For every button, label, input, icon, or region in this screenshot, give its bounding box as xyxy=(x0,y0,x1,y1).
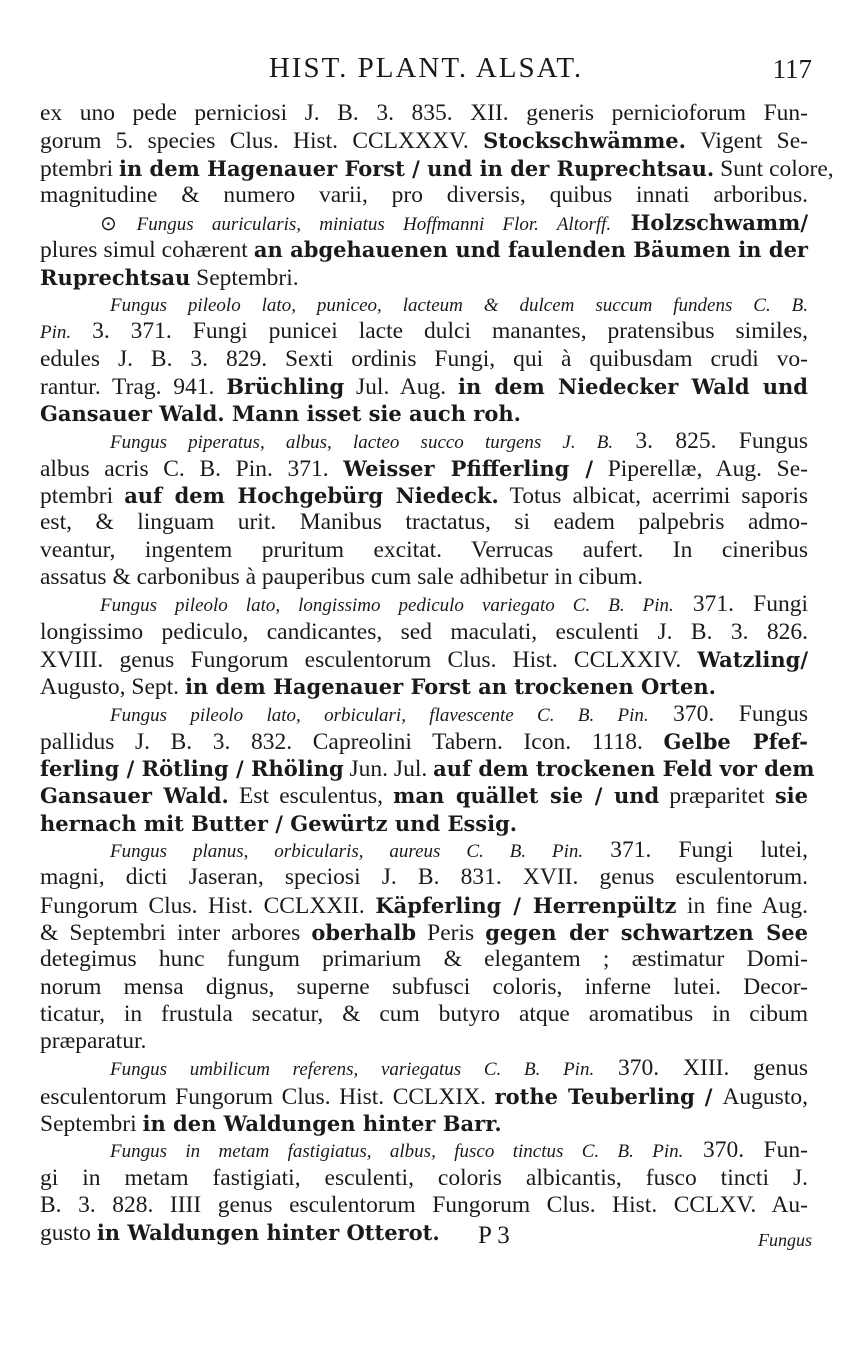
page-footer xyxy=(40,1222,812,1262)
text-run: Fungus in metam fastigiatus, albus, fusco tinctus C. B. Pin. xyxy=(110,1141,684,1163)
text-run: Fungus pileolo lato, longissimo pediculo variegato C. B. Pin. xyxy=(100,595,674,617)
text-run xyxy=(611,210,630,236)
text-run: ex uno pede perniciosi J. B. 3. 835. XII. generis pernicioforum Fun- xyxy=(40,100,808,126)
text-run: auf dem Hochgebürg Niedeck. xyxy=(124,483,499,509)
text-run: in den Waldungen hinter Barr. xyxy=(142,1110,502,1136)
text-run: Gelbe Pfef- xyxy=(663,728,808,754)
text-run: Sunt colore, xyxy=(714,155,834,182)
text-line xyxy=(40,1001,808,1028)
text-line xyxy=(40,373,808,400)
text-line xyxy=(40,755,815,783)
text-run: Est esculentus, xyxy=(228,783,394,810)
text-line xyxy=(40,946,808,973)
text-run: Fungus planus, orbicularis, aureus C. B. Pin. xyxy=(110,841,584,863)
text-line xyxy=(40,1055,808,1082)
text-run: pallidus J. B. 3. 832. Capreolini Tabern. Icon. 1118. xyxy=(40,728,664,755)
text-line xyxy=(40,537,808,564)
text-run: rantur. Trag. 941. xyxy=(40,373,227,400)
text-run: Fungus auricularis, miniatus Hoffmanni Flor. Altorff. xyxy=(136,214,612,236)
text-run: Peris xyxy=(416,919,486,946)
text-run: 370. XIII. genus xyxy=(594,1055,809,1082)
text-run: in dem Hagenauer Forst / und in der Ruprechtsau. xyxy=(118,155,715,181)
text-run: Brüchling xyxy=(226,373,345,399)
text-run: Holzschwamm/ xyxy=(630,210,808,236)
text-run: in dem Hagenauer Forst an trockenen Orten. xyxy=(184,674,716,700)
text-run: præparitet xyxy=(659,783,775,810)
text-line xyxy=(40,236,808,263)
text-line xyxy=(40,1083,808,1110)
text-run: gegen der schwartzen See xyxy=(485,919,808,945)
text-run: Vigent Se- xyxy=(685,128,809,155)
text-line xyxy=(40,155,834,182)
text-run: oberhalb xyxy=(311,919,417,945)
text-run: an abgehauenen und faulenden Bäumen in der xyxy=(253,237,808,263)
text-line xyxy=(40,318,808,345)
signature-mark: P 3 xyxy=(478,1222,510,1249)
text-line xyxy=(40,400,808,427)
text-run: sie xyxy=(774,783,808,809)
text-run: Fungus pileolo lato, puniceo, lacteum & dulcem succum fundens C. B. xyxy=(110,295,808,317)
text-line xyxy=(40,564,808,591)
text-run: albus acris C. B. Pin. 371. xyxy=(40,455,344,482)
text-line xyxy=(40,346,808,373)
text-line xyxy=(40,127,808,154)
text-line xyxy=(40,1110,808,1137)
text-line xyxy=(40,428,808,455)
text-line xyxy=(40,1137,808,1164)
text-run: ptembri xyxy=(40,483,125,510)
text-run: in fine Aug. xyxy=(676,892,808,919)
running-title: HIST. PLANT. ALSAT. xyxy=(268,52,584,84)
text-run: rothe Teuberling / xyxy=(494,1083,723,1109)
text-line xyxy=(40,864,808,891)
text-run: gusto xyxy=(40,1220,97,1247)
text-run: veantur, ingentem pruritum excitat. Verrucas aufert. In cineribus xyxy=(40,536,808,563)
text-run: Jul. Aug. xyxy=(344,373,458,400)
text-line xyxy=(40,673,808,700)
text-run: Stockschwämme. xyxy=(483,128,686,154)
text-run: Jun. Jul. xyxy=(343,756,434,783)
text-line xyxy=(40,782,808,809)
text-run: Septembri xyxy=(40,1110,143,1137)
text-line xyxy=(40,455,808,482)
text-run: gi in metam fastigiati, esculenti, coloris albicantis, fusco tincti J. xyxy=(40,1164,808,1191)
text-run: 3. 825. Fungus xyxy=(613,427,808,454)
text-run: in Waldungen hinter Otterot. xyxy=(96,1220,440,1246)
text-run: Fungus pileolo lato, orbiculari, flavescente C. B. Pin. xyxy=(110,704,649,726)
text-run: Ruprechtsau xyxy=(40,264,191,290)
text-run: XVIII. genus Fungorum esculentorum Clus. Hist. CCLXXIV. xyxy=(40,646,698,673)
text-run: & Septembri inter arbores xyxy=(40,919,312,946)
text-line xyxy=(40,701,808,728)
text-run: longissimo pediculo, candicantes, sed maculati, esculenti J. B. 3. 826. xyxy=(40,618,808,645)
text-run: Septembri. xyxy=(190,264,299,291)
text-line xyxy=(40,728,808,755)
text-run: Gansauer Wald. xyxy=(40,783,229,809)
text-run: auf dem trockenen Feld vor dem xyxy=(433,756,815,782)
text-line xyxy=(40,1165,808,1192)
text-line xyxy=(40,619,808,646)
text-run: detegimus hunc fungum primarium & elegantem ; æstimatur Domi- xyxy=(40,946,808,973)
text-line xyxy=(40,182,808,209)
text-line xyxy=(40,482,808,509)
text-run: 3. 371. Fungi punicei lacte dulci manantes, pratensibus similes, xyxy=(71,318,808,345)
circle-dot-icon: ⊙ xyxy=(100,211,137,236)
text-run: in dem Niedecker Wald und xyxy=(457,373,808,399)
text-line xyxy=(40,1192,808,1219)
text-line xyxy=(40,892,808,919)
text-body xyxy=(40,100,834,1247)
text-line xyxy=(40,810,808,837)
text-run: præparatur. xyxy=(40,1028,147,1055)
text-run: 370. Fungus xyxy=(648,700,808,727)
text-run: Watzling/ xyxy=(697,646,808,672)
text-run: Piperellæ, Aug. Se- xyxy=(593,455,808,482)
text-line xyxy=(40,264,808,291)
text-run: Weisser Pfifferling / xyxy=(343,455,594,481)
text-run: Käpferling / Herrenpültz xyxy=(375,892,677,918)
text-run: Augusto, Sept. xyxy=(40,674,185,701)
text-line xyxy=(40,591,808,618)
text-run: ptembri xyxy=(40,155,119,182)
text-run: man quället sie / und xyxy=(393,783,660,809)
text-run: Gansauer Wald. Mann isset sie auch roh. xyxy=(40,401,521,427)
text-run: gorum 5. species Clus. Hist. CCLXXXV. xyxy=(40,128,484,155)
text-run: hernach mit Butter / Gewürtz und Essig. xyxy=(40,810,518,836)
text-run: 371. Fungi xyxy=(673,591,808,618)
text-line xyxy=(40,837,808,864)
text-run: magni, dicti Jaseran, speciosi J. B. 831. XVII. genus esculentorum. xyxy=(40,864,808,891)
text-run: Totus albicat, acerrimi saporis xyxy=(498,483,808,510)
text-run: Pin. xyxy=(40,322,72,344)
text-line xyxy=(40,291,808,318)
catchword: Fungus xyxy=(758,1230,812,1250)
page-number: 117 xyxy=(772,54,812,84)
text-run: plures simul cohærent xyxy=(40,237,254,264)
text-line xyxy=(40,100,808,127)
text-run: Fungus piperatus, albus, lacteo succo turgens J. B. xyxy=(110,431,614,453)
running-head xyxy=(40,52,812,92)
text-run: Fungorum Clus. Hist. CCLXXII. xyxy=(40,892,376,919)
text-run: Fungus umbilicum referens, variegatus C. B. Pin. xyxy=(110,1059,595,1081)
text-run: 371. Fungi lutei, xyxy=(583,837,808,864)
text-run: ferling / Rötling / Rhöling xyxy=(40,756,344,782)
text-line xyxy=(40,919,808,946)
text-line xyxy=(40,209,808,236)
text-run: ticatur, in frustula secatur, & cum butyro atque aromatibus in cibum xyxy=(40,1000,808,1027)
text-run: assatus & carbonibus à pauperibus cum sale adhibetur in cibum. xyxy=(40,564,644,591)
text-run: 370. Fun- xyxy=(683,1137,808,1164)
text-run: B. 3. 828. IIII genus esculentorum Fungorum Clus. Hist. CCLXV. Au- xyxy=(40,1191,808,1218)
text-line xyxy=(40,974,808,1001)
text-run: esculentorum Fungorum Clus. Hist. CCLXIX. xyxy=(40,1083,495,1110)
text-line xyxy=(40,1028,808,1055)
text-line xyxy=(40,646,808,673)
text-line xyxy=(40,509,808,536)
text-run: edules J. B. 3. 829. Sexti ordinis Fungi, qui à quibusdam crudi vo- xyxy=(40,345,808,372)
text-run: est, & linguam urit. Manibus tractatus, si eadem palpebris admo- xyxy=(40,509,808,536)
text-run: magnitudine & numero varii, pro diversis, quibus innati arboribus. xyxy=(40,181,808,208)
text-run: Augusto, xyxy=(722,1083,808,1110)
text-run: norum mensa dignus, superne subfusci coloris, inferne lutei. Decor- xyxy=(40,973,808,1000)
